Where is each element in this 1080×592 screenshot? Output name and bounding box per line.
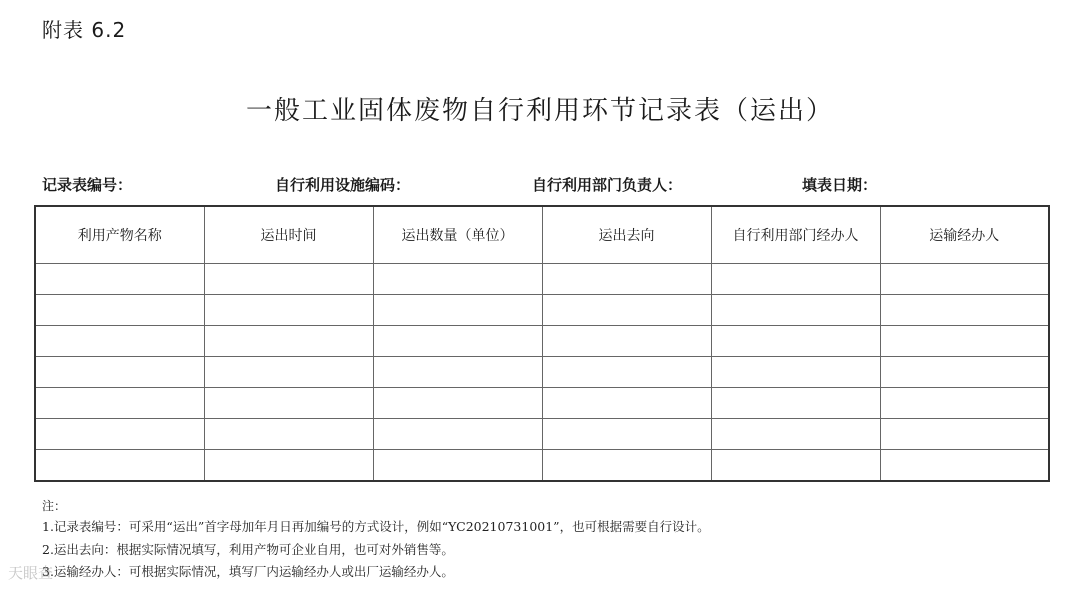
appendix-label: 附表 6.2 xyxy=(42,18,127,42)
table-cell xyxy=(711,450,880,482)
table-cell xyxy=(711,326,880,357)
notes-section xyxy=(42,498,710,584)
table-row xyxy=(35,295,1049,326)
table-cell xyxy=(373,450,542,482)
notes-heading: 注： xyxy=(42,499,67,513)
table-cell xyxy=(880,295,1049,326)
table-cell xyxy=(35,264,204,295)
table-cell xyxy=(204,388,373,419)
table-cell xyxy=(542,450,711,482)
table-cell xyxy=(204,357,373,388)
table-cell xyxy=(204,264,373,295)
column-header-transport-handler: 运输经办人 xyxy=(880,206,1049,264)
table-cell xyxy=(35,450,204,482)
table-cell xyxy=(711,388,880,419)
column-header-shipping-time: 运出时间 xyxy=(204,206,373,264)
table-cell xyxy=(204,326,373,357)
note-item-1: 1.记录表编号：可采用“运出”首字母加年月日再加编号的方式设计，例如“YC20210731001”，也可根据需要自行设计。 xyxy=(42,519,710,534)
table-cell xyxy=(204,419,373,450)
table-cell xyxy=(204,450,373,482)
table-cell xyxy=(880,326,1049,357)
table-row xyxy=(35,450,1049,482)
table-cell xyxy=(35,357,204,388)
table-cell xyxy=(373,357,542,388)
table-cell xyxy=(711,295,880,326)
column-header-department-handler: 自行利用部门经办人 xyxy=(711,206,880,264)
table-cell xyxy=(373,264,542,295)
table-cell xyxy=(880,388,1049,419)
note-item-2: 2.运出去向：根据实际情况填写，利用产物可企业自用，也可对外销售等。 xyxy=(42,541,454,557)
table-cell xyxy=(373,326,542,357)
table-cell xyxy=(35,326,204,357)
table-cell xyxy=(373,295,542,326)
fill-date-label: 填表日期： xyxy=(802,176,878,194)
watermark-logo: 天眼查 xyxy=(8,564,54,582)
table-cell xyxy=(880,357,1049,388)
table-cell xyxy=(542,388,711,419)
table-cell xyxy=(880,419,1049,450)
document-title: 一般工业固体废物自行利用环节记录表（运出） xyxy=(245,96,834,126)
table-row xyxy=(35,357,1049,388)
table-cell xyxy=(711,419,880,450)
table-cell xyxy=(373,388,542,419)
table-cell xyxy=(542,264,711,295)
record-table xyxy=(34,205,1050,482)
table-row xyxy=(35,419,1049,450)
table-cell xyxy=(542,295,711,326)
department-head-label: 自行利用部门负责人： xyxy=(532,176,683,194)
table-cell xyxy=(711,264,880,295)
table-header-row xyxy=(35,206,1049,264)
record-number-label: 记录表编号： xyxy=(42,176,133,194)
table-row xyxy=(35,326,1049,357)
table-cell xyxy=(204,295,373,326)
table-row xyxy=(35,388,1049,419)
table-cell xyxy=(35,295,204,326)
table-body xyxy=(35,264,1049,482)
column-header-destination: 运出去向 xyxy=(542,206,711,264)
table-cell xyxy=(542,419,711,450)
table-cell xyxy=(373,419,542,450)
table-row xyxy=(35,264,1049,295)
table-cell xyxy=(880,264,1049,295)
facility-code-label: 自行利用设施编码： xyxy=(275,176,411,194)
column-header-shipping-quantity: 运出数量（单位） xyxy=(373,206,542,264)
note-item-3: 3.运输经办人：可根据实际情况，填写厂内运输经办人或出厂运输经办人。 xyxy=(42,564,454,579)
column-header-product-name: 利用产物名称 xyxy=(35,206,204,264)
table-cell xyxy=(35,388,204,419)
table-cell xyxy=(880,450,1049,482)
table-cell xyxy=(35,419,204,450)
table-cell xyxy=(542,357,711,388)
table-cell xyxy=(542,326,711,357)
table-cell xyxy=(711,357,880,388)
